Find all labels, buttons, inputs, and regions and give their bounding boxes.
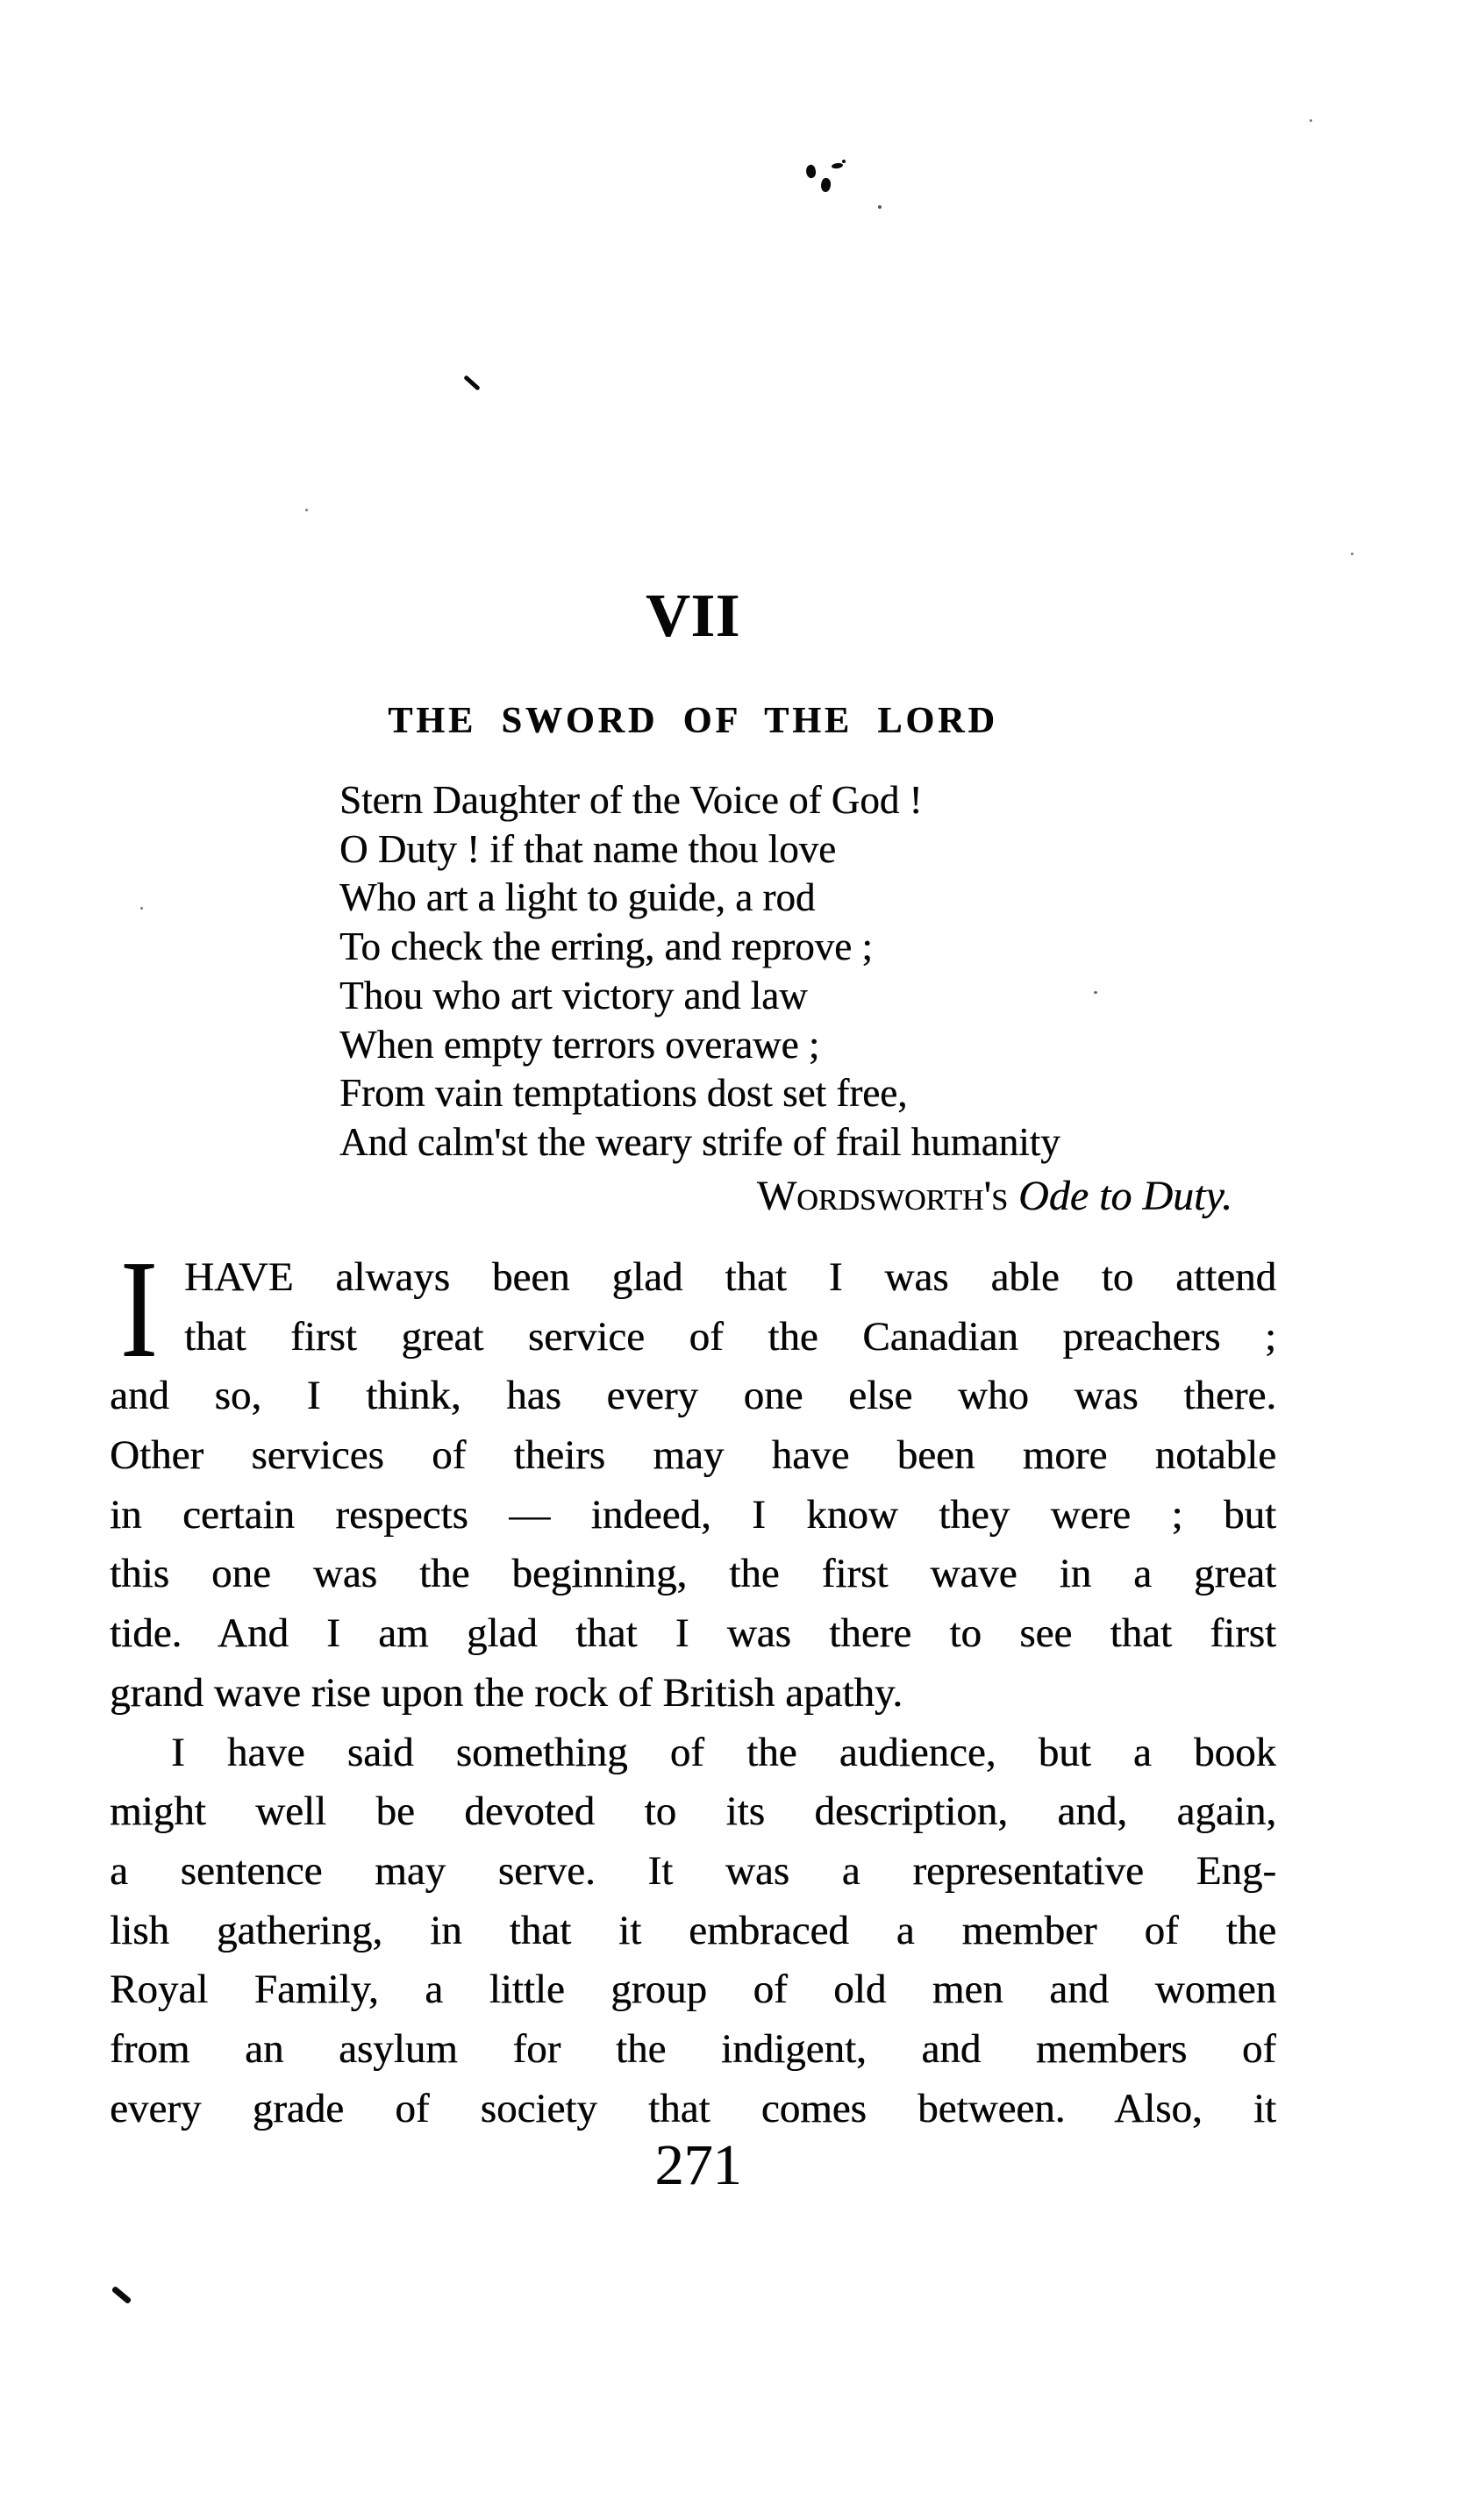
ink-speck xyxy=(878,205,882,209)
ink-speck xyxy=(804,164,818,179)
ink-stroke xyxy=(111,2286,132,2304)
epigraph-poem xyxy=(339,776,1278,1167)
chapter-number: VII xyxy=(645,582,741,650)
body-line: in certain respects — indeed, I know they were ; but xyxy=(110,1491,1276,1538)
drop-cap: I xyxy=(120,1231,158,1387)
body-line: might well be devoted to its description, and, again, xyxy=(110,1788,1276,1835)
epigraph-line: When empty terrors overawe ; xyxy=(339,1022,820,1067)
ink-dot xyxy=(140,907,143,910)
body-line: this one was the beginning, the first wave in a great xyxy=(110,1551,1276,1597)
ink-stroke xyxy=(463,375,481,390)
body-line: I have said something of the audience, but a book xyxy=(171,1729,1276,1775)
epigraph-line: And calm'st the weary strife of frail humanity xyxy=(339,1119,1060,1164)
ink-speck xyxy=(842,160,846,163)
attribution-author: Wordsworth's xyxy=(756,1173,1009,1219)
epigraph-line: O Duty ! if that name thou love xyxy=(339,826,837,871)
body-line: HAVE always been glad that I was able to attend xyxy=(184,1254,1276,1300)
body-line: and so, I think, has every one else who was there. xyxy=(110,1373,1276,1419)
ink-speck xyxy=(832,162,844,169)
body-line: lish gathering, in that it embraced a member of the xyxy=(110,1907,1276,1953)
page-number: 271 xyxy=(654,2133,742,2197)
epigraph-line: Who art a light to guide, a rod xyxy=(339,875,816,920)
attribution-work: Ode to Duty. xyxy=(1018,1173,1232,1219)
body-text xyxy=(110,1231,1276,2138)
ink-dot xyxy=(1310,119,1312,122)
body-line: Other services of theirs may have been more notable xyxy=(110,1432,1276,1479)
epigraph-line: Thou who art victory and law xyxy=(339,973,808,1017)
epigraph-attribution xyxy=(757,1172,1232,1221)
chapter-title: THE SWORD OF THE LORD xyxy=(388,701,998,741)
epigraph-line: Stern Daughter of the Voice of God ! xyxy=(339,778,923,822)
ink-speck xyxy=(820,177,832,193)
body-line: Royal Family, a little group of old men and women xyxy=(110,1967,1276,2013)
body-line: tide. And I am glad that I was there to see that first xyxy=(110,1610,1276,1657)
body-line: grand wave rise upon the rock of British apathy. xyxy=(110,1669,903,1716)
epigraph-line: To check the erring, and reprove ; xyxy=(339,924,873,969)
body-line: every grade of society that comes between. Also, it xyxy=(110,2085,1276,2131)
body-line: a sentence may serve. It was a representative Eng- xyxy=(110,1847,1276,1894)
epigraph-line: From vain temptations dost set free, xyxy=(339,1071,908,1116)
ink-dot xyxy=(1094,991,1097,994)
body-line: that first great service of the Canadian preachers ; xyxy=(184,1313,1276,1360)
body-line: from an asylum for the indigent, and members of xyxy=(110,2025,1276,2072)
ink-dot xyxy=(1351,553,1353,555)
ink-dot xyxy=(305,509,308,511)
